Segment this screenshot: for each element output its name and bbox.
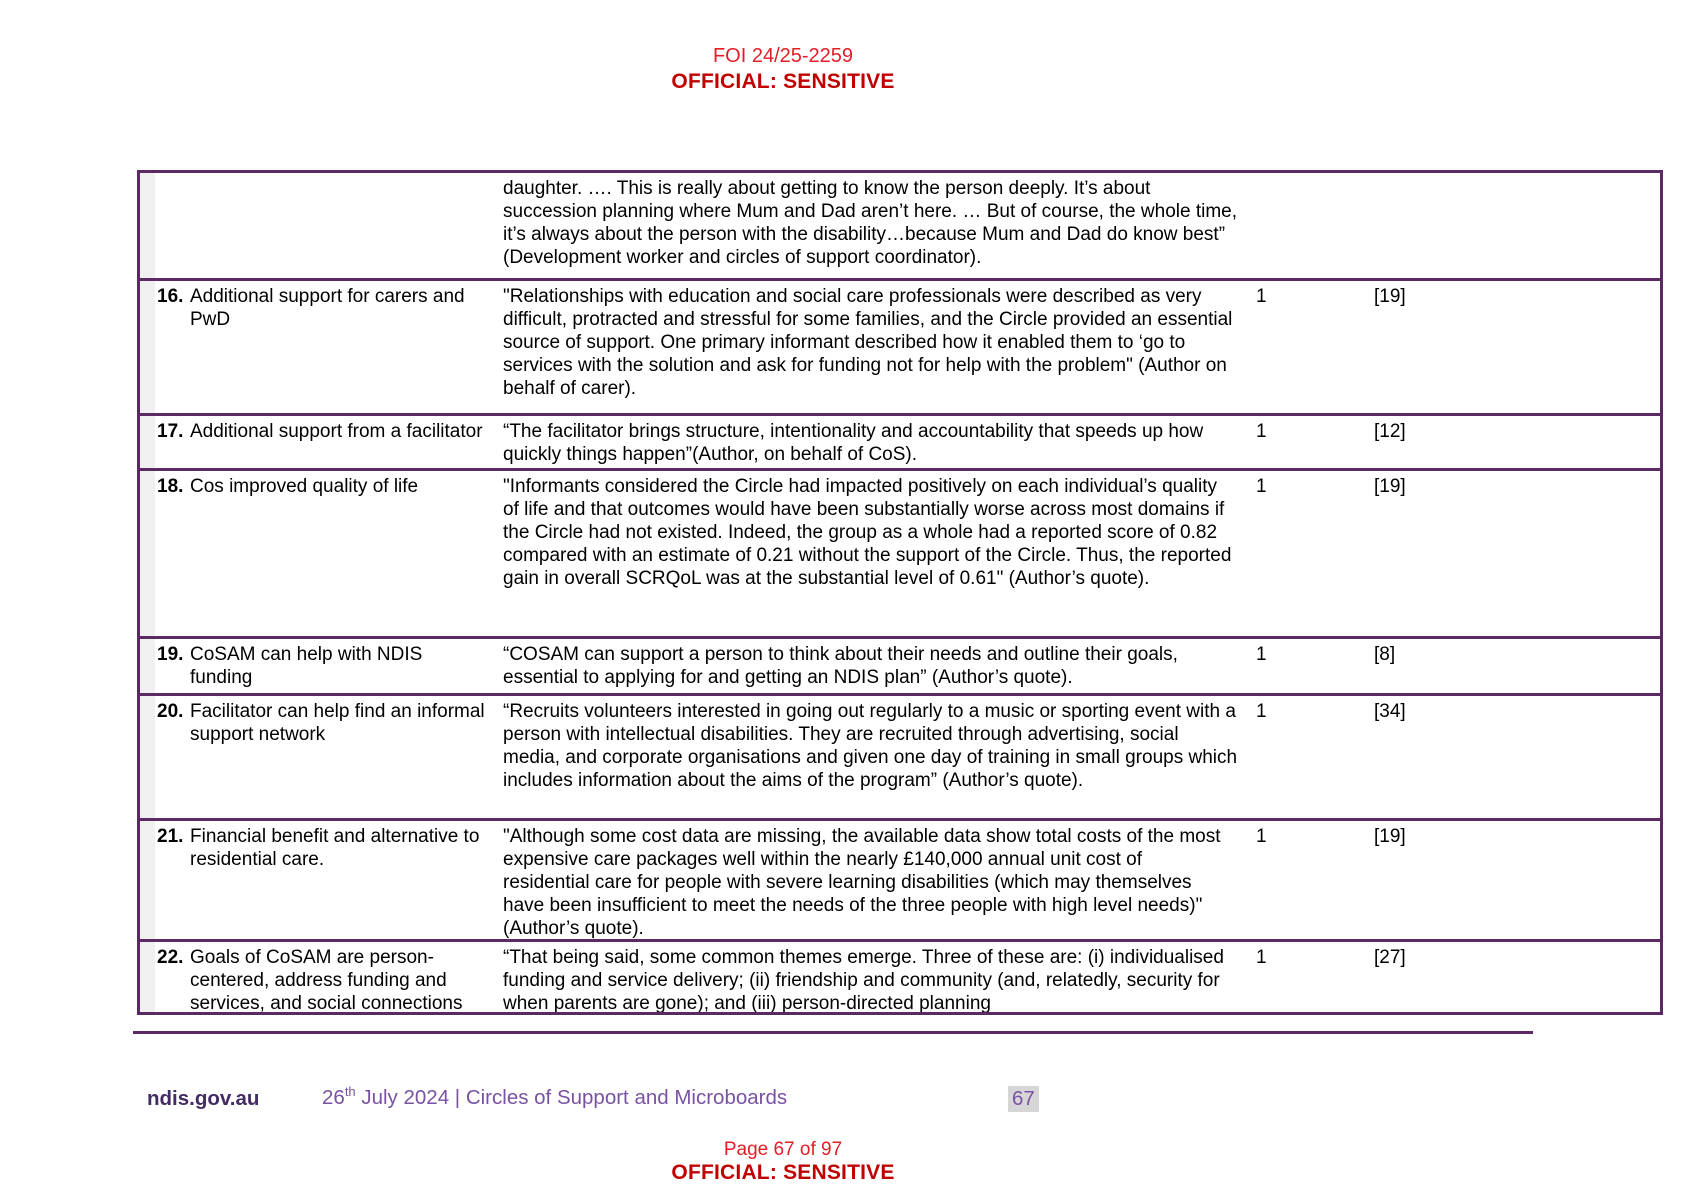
count-cell: 1 [1256, 826, 1267, 847]
row-shading-cell [140, 173, 155, 278]
theme-text: Goals of CoSAM are person-centered, address funding and services, and social connections [190, 947, 463, 1012]
theme-cell [155, 821, 493, 939]
quote-cell: "Informants considered the Circle had impacted positively on each individual’s quality of life and that outcomes would have been substantially worse across most domains if the Circle had not existed. Indeed, the group as a whole had a reported score of 0.82 compared with an estimate of 0.21 without the support of the Circle. Thus, the reported gain in overall SCRQoL was at the substantial level of 0.61" (Author’s quote). [503, 476, 1237, 589]
theme-text: Facilitator can help find an informal support network [190, 701, 485, 745]
theme-text: Financial benefit and alternative to residential care. [190, 826, 480, 870]
evidence-table [137, 170, 1663, 1015]
theme-text [190, 177, 487, 278]
row-shading-cell [140, 416, 155, 468]
theme-cell [155, 173, 493, 278]
reference-cell: [34] [1374, 701, 1406, 722]
theme-text: Additional support from a facilitator [190, 421, 483, 442]
row-shading-cell [140, 471, 155, 636]
footer-date-day: 26 [322, 1086, 345, 1109]
row-shading-cell [140, 696, 155, 818]
table-row [140, 939, 1660, 1012]
table-row [140, 278, 1660, 413]
page-number-field: 67 [1008, 1086, 1039, 1112]
theme-cell [155, 471, 493, 636]
footer-divider [133, 1031, 1533, 1034]
row-number: 19. [157, 644, 184, 665]
quote-cell: “The facilitator brings structure, intentionality and accountability that speeds up how quickly things happen”(Author, on behalf of CoS). [503, 421, 1209, 465]
footer-date-ordinal: th [344, 1084, 356, 1100]
count-cell: 1 [1256, 644, 1267, 665]
theme-text: Additional support for carers and PwD [190, 286, 465, 330]
table-row [140, 413, 1660, 468]
classification-banner-top: OFFICIAL: SENSITIVE [671, 70, 895, 93]
theme-text: CoSAM can help with NDIS funding [190, 644, 423, 688]
count-cell: 1 [1256, 286, 1267, 307]
row-number: 21. [157, 826, 184, 847]
count-cell: 1 [1256, 701, 1267, 722]
row-shading-cell [140, 281, 155, 413]
theme-text: Cos improved quality of life [190, 476, 419, 497]
quote-cell: "Although some cost data are missing, the available data show total costs of the most expensive care packages well within the nearly £140,000 annual unit cost of residential care for people with severe learning disabilities (which may themselves have been insufficient to meet the needs of the three people with high level needs)" (Author’s quote). [503, 826, 1226, 939]
count-cell: 1 [1256, 476, 1267, 497]
theme-cell [155, 639, 493, 693]
reference-cell: [19] [1374, 826, 1406, 847]
reference-cell: [19] [1374, 286, 1406, 307]
table-row [140, 173, 1660, 278]
page-count: Page 67 of 97 [723, 1139, 843, 1160]
theme-cell [155, 281, 493, 413]
quote-cell: daughter. …. This is really about getting to know the person deeply. It’s about succession planning where Mum and Dad aren’t here. … But of course, the whole time, it’s always about the person with the disability…because Mum and Dad do know best” (Development worker and circles of support coordinator). [503, 178, 1243, 268]
table-row [140, 818, 1660, 939]
table-row [140, 693, 1660, 818]
footer-date-title [322, 1086, 787, 1110]
reference-cell: [27] [1374, 947, 1406, 968]
row-number: 16. [157, 286, 184, 307]
row-number: 17. [157, 421, 184, 442]
page-header [0, 44, 1566, 94]
row-number: 20. [157, 701, 184, 722]
count-cell [1248, 173, 1366, 278]
table-row [140, 468, 1660, 636]
row-number: 22. [157, 947, 184, 968]
reference-cell: [12] [1374, 421, 1406, 442]
row-shading-cell [140, 942, 155, 1012]
quote-cell: "Relationships with education and social care professionals were described as very difficult, protracted and stressful for some families, and the Circle provided an essential source of support. One primary informant described how it enabled them to ‘go to services with the solution and ask for funding not for help with the problem" (Author on behalf of carer). [503, 286, 1238, 399]
ndis-site-text: ndis.gov.au [147, 1087, 260, 1110]
table-row [140, 636, 1660, 693]
count-cell: 1 [1256, 421, 1267, 442]
row-number: 18. [157, 476, 184, 497]
quote-cell: “That being said, some common themes emerge. Three of these are: (i) individualised funding and service delivery; (ii) friendship and community (and, relatedly, security for when parents are gone); and (iii) person-directed planning [503, 947, 1230, 1012]
classification-banner-bottom: OFFICIAL: SENSITIVE [671, 1161, 895, 1184]
theme-cell [155, 942, 493, 1012]
theme-cell [155, 696, 493, 818]
theme-cell [155, 416, 493, 468]
count-cell: 1 [1256, 947, 1267, 968]
reference-cell: [19] [1374, 476, 1406, 497]
quote-cell: “Recruits volunteers interested in going out regularly to a music or sporting event with a person with intellectual disabilities. They are recruited through advertising, social media, and corporate organisations and given one day of training in small groups which includes information about the aims of the program” (Author’s quote). [503, 701, 1243, 791]
footer-row [147, 1086, 1567, 1114]
footer-doc-title: July 2024 | Circles of Support and Microboards [355, 1086, 788, 1109]
row-number [157, 177, 190, 278]
foi-reference: FOI 24/25-2259 [712, 45, 854, 67]
reference-cell [1366, 173, 1660, 278]
quote-cell: “COSAM can support a person to think about their needs and outline their goals, essential to applying for and getting an NDIS plan” (Author’s quote). [503, 644, 1184, 688]
row-shading-cell [140, 821, 155, 939]
reference-cell: [8] [1374, 644, 1396, 665]
row-shading-cell [140, 639, 155, 693]
